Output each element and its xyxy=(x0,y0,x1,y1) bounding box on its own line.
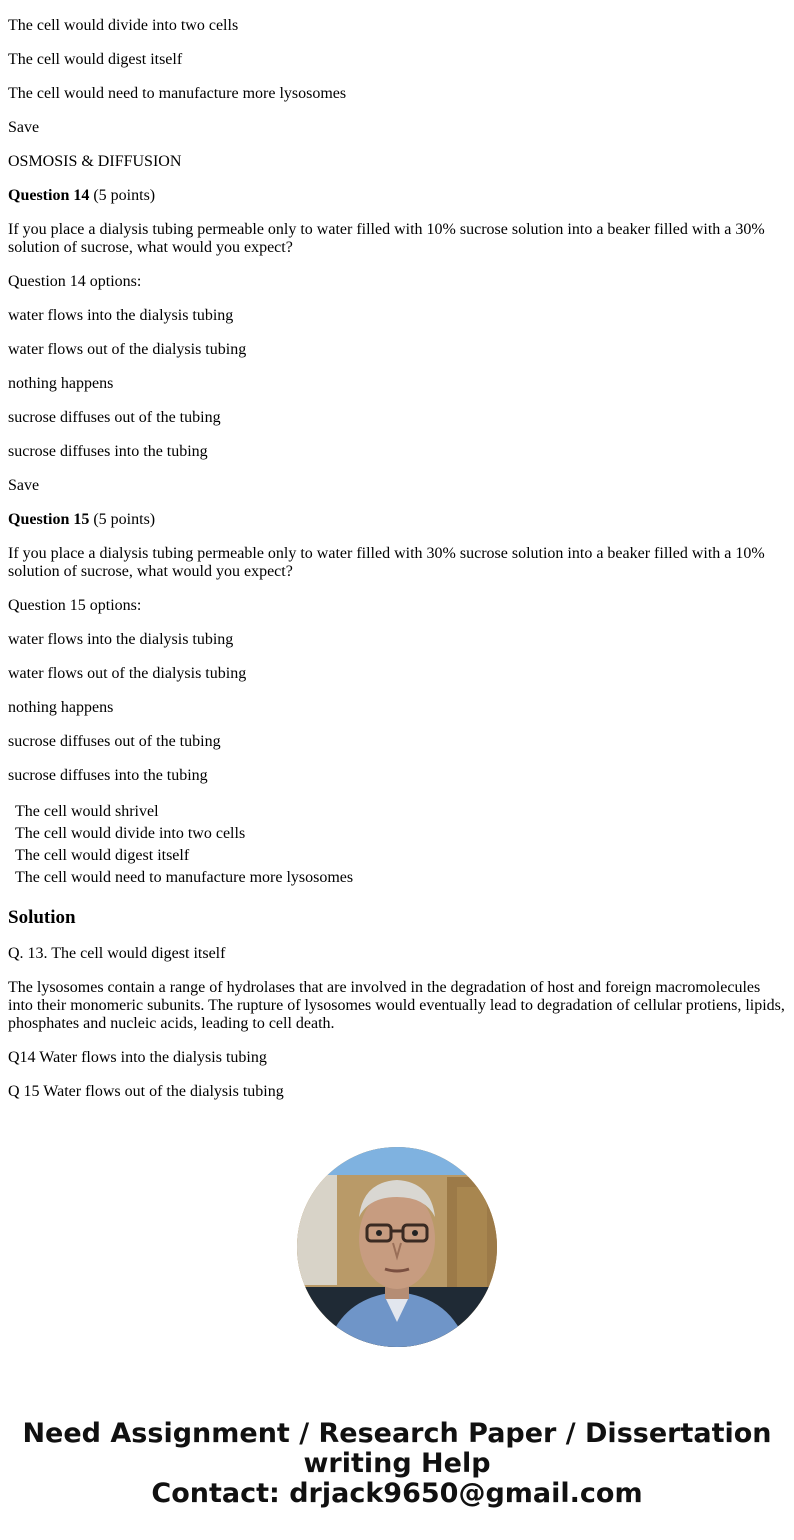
q14-header xyxy=(8,187,786,205)
q13-option: The cell would need to manufacture more lysosomes xyxy=(8,85,347,102)
section-title: OSMOSIS & DIFFUSION xyxy=(8,153,182,170)
q14-answer: Q14 Water flows into the dialysis tubing xyxy=(8,1049,267,1066)
q15-answer: Q 15 Water flows out of the dialysis tubing xyxy=(8,1083,284,1100)
q15-option: water flows into the dialysis tubing xyxy=(8,631,234,648)
save-text: Save xyxy=(8,119,40,136)
q15-text: If you place a dialysis tubing permeable only to water filled with 30% sucrose solution into a beaker filled with a 10% solution of sucrose, what would you expect? xyxy=(8,545,765,580)
list-item: The cell would shrivel xyxy=(15,803,159,820)
list-item: The cell would digest itself xyxy=(15,847,190,864)
q15-points: (5 points) xyxy=(93,511,156,528)
q13-answer: Q. 13. The cell would digest itself xyxy=(8,945,226,962)
repeat-options-list xyxy=(8,801,786,889)
q13-option: The cell would digest itself xyxy=(8,51,183,68)
q14-option: water flows into the dialysis tubing xyxy=(8,307,234,324)
q15-option: sucrose diffuses out of the tubing xyxy=(8,733,221,750)
avatar-container xyxy=(8,1147,786,1347)
contact-line: Need Assignment / Research Paper / Dissertation xyxy=(22,1418,772,1449)
q15-option: water flows out of the dialysis tubing xyxy=(8,665,247,682)
contact-line: writing Help xyxy=(303,1448,491,1479)
q14-label: Question 14 xyxy=(8,187,90,204)
portrait-image xyxy=(297,1147,497,1347)
q14-points: (5 points) xyxy=(93,187,156,204)
q14-options-label: Question 14 options: xyxy=(8,273,142,290)
q14-text: If you place a dialysis tubing permeable only to water filled with 10% sucrose solution into a beaker filled with a 30% solution of sucrose, what would you expect? xyxy=(8,221,765,256)
q14-option: water flows out of the dialysis tubing xyxy=(8,341,247,358)
q15-header xyxy=(8,511,786,529)
solution-heading: Solution xyxy=(8,907,76,928)
avatar xyxy=(297,1147,497,1347)
q13-option: The cell would divide into two cells xyxy=(8,17,239,34)
save-text: Save xyxy=(8,477,40,494)
list-item: The cell would need to manufacture more lysosomes xyxy=(15,869,354,886)
contact-email-line: Contact: drjack9650@gmail.com xyxy=(151,1478,643,1509)
q15-option: sucrose diffuses into the tubing xyxy=(8,767,208,784)
solution-explanation: The lysosomes contain a range of hydrolases that are involved in the degradation of host and foreign macromolecules into their monomeric subunits. The rupture of lysosomes would eventually lead to degradation of cellular protiens, lipids, phosphates and nucleic acids, leading to cell death. xyxy=(8,979,785,1032)
q14-option: sucrose diffuses into the tubing xyxy=(8,443,208,460)
q14-option: sucrose diffuses out of the tubing xyxy=(8,409,221,426)
q15-label: Question 15 xyxy=(8,511,90,528)
q14-option: nothing happens xyxy=(8,375,114,392)
document-body xyxy=(0,17,794,1347)
q15-options-label: Question 15 options: xyxy=(8,597,142,614)
list-item: The cell would divide into two cells xyxy=(15,825,246,842)
q15-option: nothing happens xyxy=(8,699,114,716)
contact-banner xyxy=(0,1419,794,1509)
